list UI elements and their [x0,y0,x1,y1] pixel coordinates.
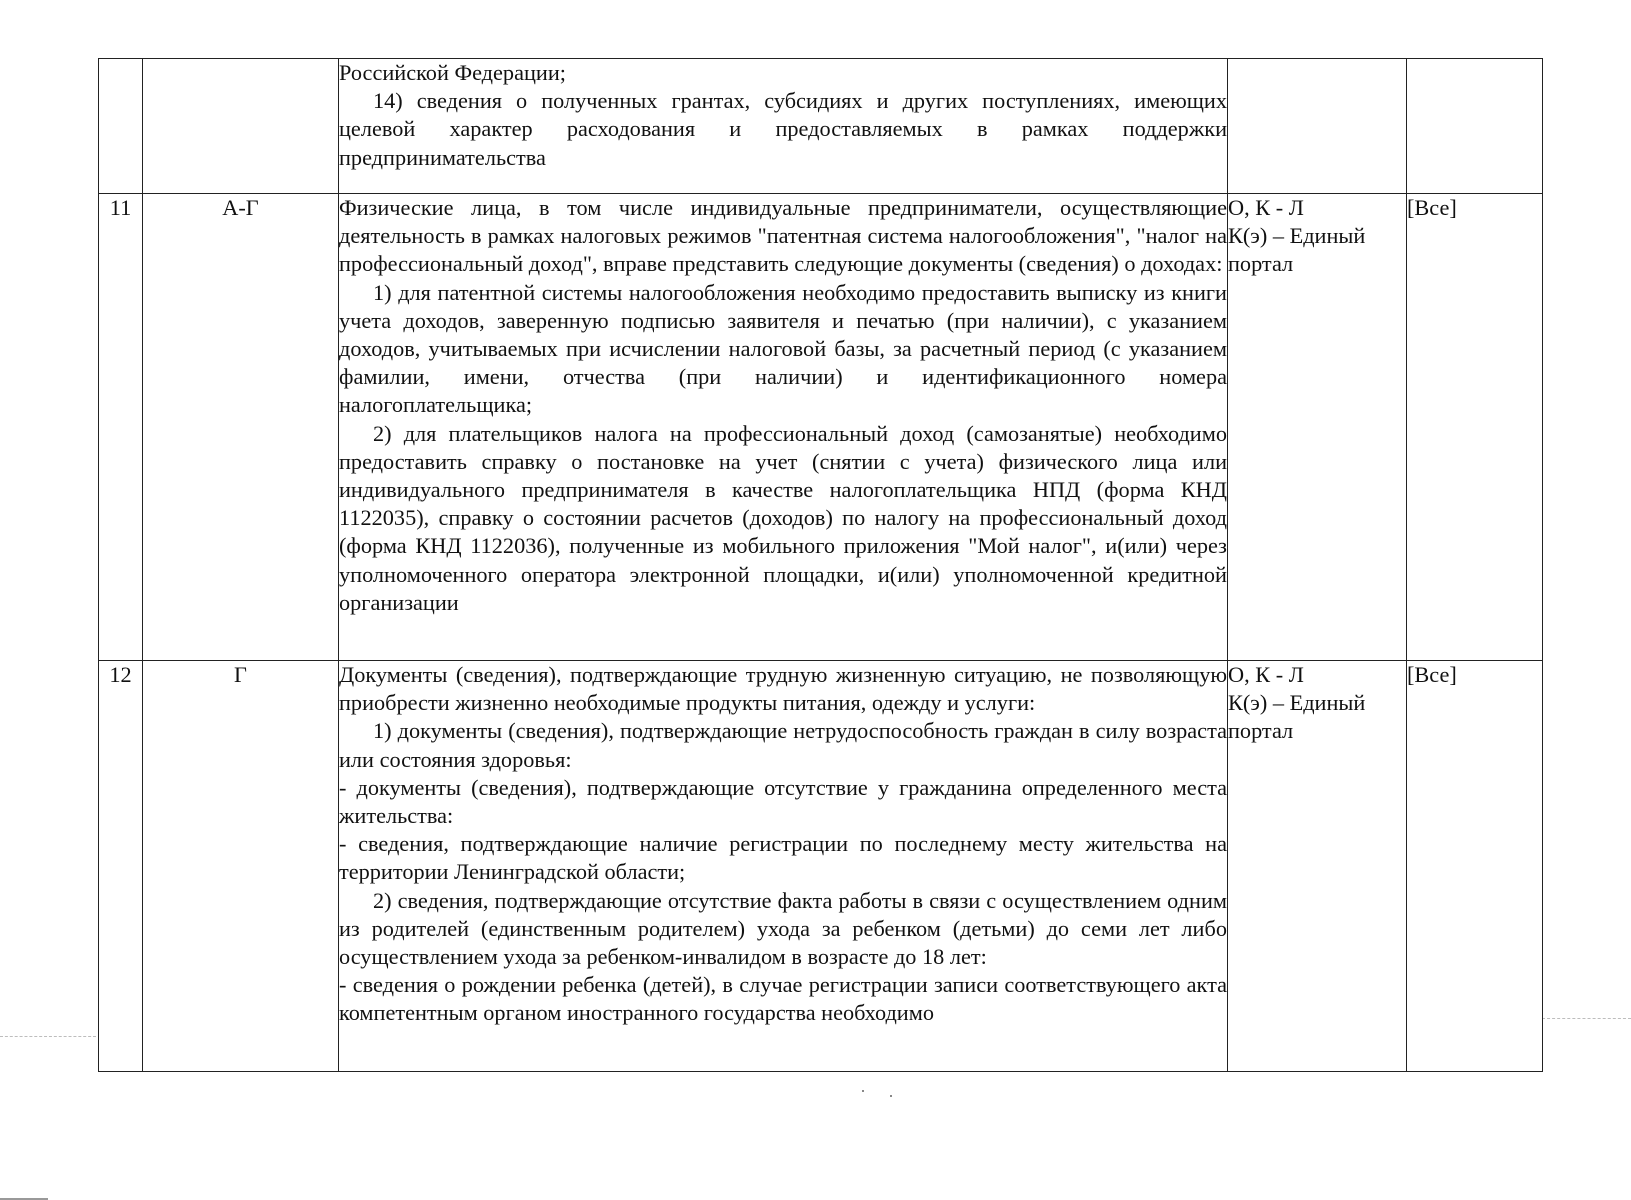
table-row [99,661,1543,1072]
paragraph: Физические лица, в том числе индивидуальные предприниматели, осуществляющие деятельность в рамках налоговых режимов "патентная система налогообложения", "налог на профессиональный доход", вправе представить следующие документы (сведения) о доходах: [339,195,1227,277]
paragraph: - сведения о рождении ребенка (детей), в случае регистрации записи соответствующего акта компетентным органом иностранного государства необходимо [339,972,1227,1026]
scan-artifact-line [1542,1018,1631,1019]
paragraph: - сведения, подтверждающие наличие регистрации по последнему месту жительства на территории Ленинградской области; [339,831,1227,885]
category-cell [143,59,339,194]
table-row [99,194,1543,661]
paragraph: 2) сведения, подтверждающие отсутствие факта работы в связи с осуществлением одним из родителей (единственным родителем) ухода за ребенком (детьми) до семи лет либо осуществлением ухода за ребенком-инвалидом в возрасте до 18 лет: [339,887,1227,970]
submission-method-line: К(э) – Единый [1228,690,1366,716]
submission-method-line: портал [1228,251,1294,277]
paragraph: 1) документы (сведения), подтверждающие нетрудоспособность граждан в силу возраста или состояния здоровья: [339,718,1227,772]
requirements-table [98,58,1543,1072]
paragraph: 14) сведения о полученных грантах, субсидиях и других поступлениях, имеющих целевой характер расходования и предоставляемых в рамках поддержки предпринимательства [339,88,1227,170]
document-description-cell [339,194,1228,661]
paragraph: - документы (сведения), подтверждающие отсутствие у гражданина определенного места жительства: [339,774,1227,829]
category-cell: Г [143,661,339,1072]
category-cell: А-Г [143,194,339,661]
scope-cell [1407,59,1543,194]
scope-value: [Все] [1407,195,1457,220]
submission-method-line: О, К - Л [1228,662,1304,687]
submission-method-line: О, К - Л [1228,195,1304,220]
scan-artifact-dot [890,1095,892,1097]
paragraph: 2) для плательщиков налога на профессиональный доход (самозанятые) необходимо предоставить справку о постановке на учет (снятии с учета) физического лица или индивидуального предпринимателя в качестве налогоплательщика НПД (форма КНД 1122035), справку о состоянии расчетов (доходов) по налогу на профессиональный доход (форма КНД 1122036), полученные из мобильного приложения "Мой налог", и(или) через уполномоченного оператора электронной площадки, и(или) уполномоченной кредитной организации [339,420,1227,615]
submission-method-cell [1228,194,1407,661]
paragraph: Документы (сведения), подтверждающие трудную жизненную ситуацию, не позволяющую приобрести жизненно необходимые продукты питания, одежду и услуги: [339,662,1227,716]
scope-cell [1407,194,1543,661]
submission-method-cell [1228,59,1407,194]
row-number-cell: 11 [99,194,143,661]
row-number-cell [99,59,143,194]
submission-method-cell [1228,661,1407,1072]
row-number-cell: 12 [99,661,143,1072]
paragraph: 1) для патентной системы налогообложения необходимо предоставить выписку из книги учета доходов, заверенную подписью заявителя и печатью (при наличии), с указанием доходов, учитываемых при исчислении налоговой базы, за расчетный период (с указанием фамилии, имени, отчества (при наличии) и идентификационного номера налогоплательщика; [339,279,1227,418]
scope-cell [1407,661,1543,1072]
scan-artifact-line [0,1036,96,1037]
document-description-cell [339,59,1228,194]
table-row [99,59,1543,194]
scope-value: [Все] [1407,662,1457,687]
paragraph: Российской Федерации; [339,60,566,85]
submission-method-line: К(э) – Единый [1228,223,1366,249]
scan-artifact-dot [862,1090,864,1092]
submission-method-line: портал [1228,718,1294,744]
document-description-cell [339,661,1228,1072]
